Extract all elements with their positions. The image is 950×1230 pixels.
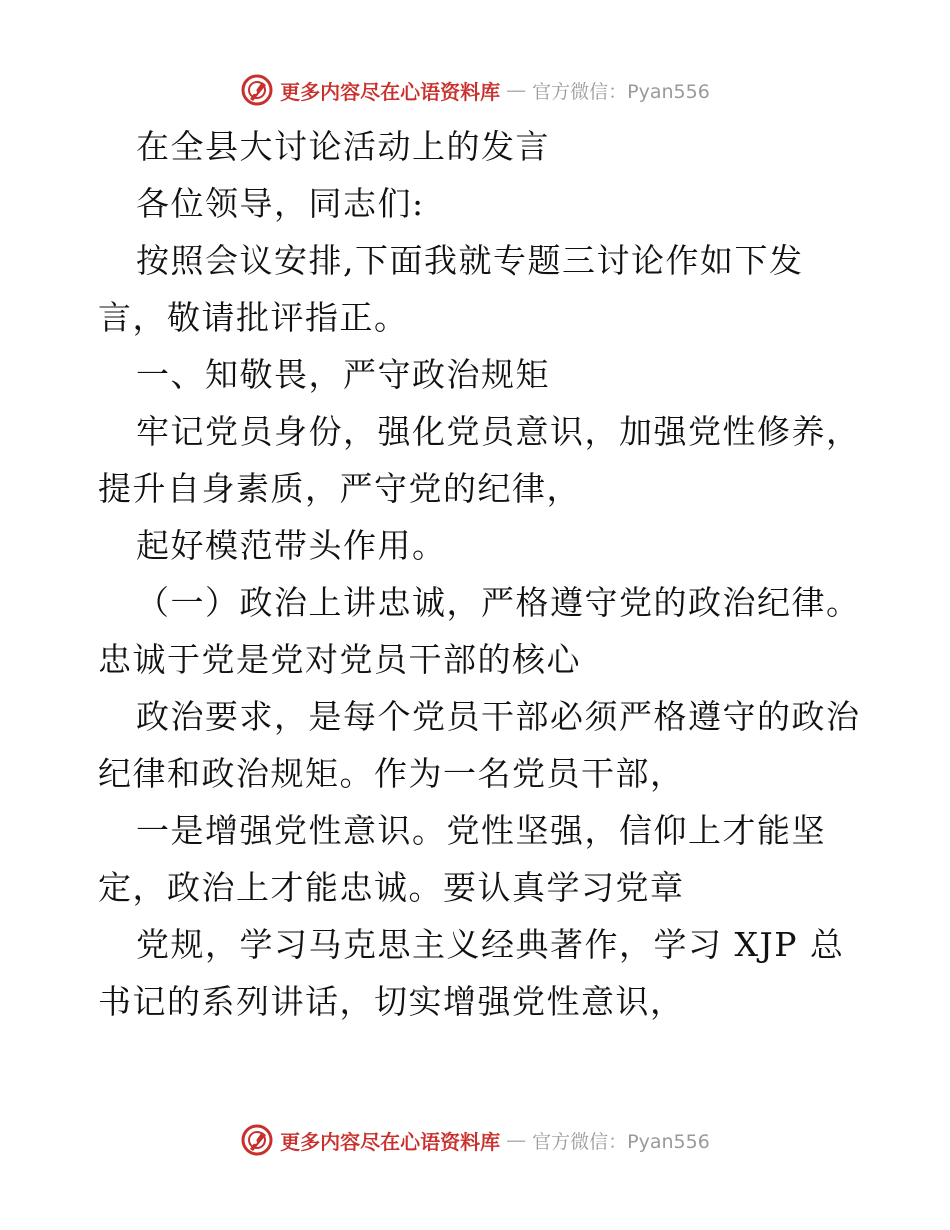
paragraph-line: 政治要求，是每个党员干部必须严格遵守的政治 — [136, 697, 861, 736]
paragraph-line: 按照会议安排,下面我就专题三讨论作如下发 — [136, 241, 804, 280]
pen-nib-logo-icon — [240, 73, 274, 107]
paragraph-line: 忠诚于党是党对党员干部的核心 — [98, 640, 581, 679]
paragraph-line: 言，敬请批评指正。 — [98, 298, 409, 337]
watermark-separator: — — [506, 1128, 527, 1152]
paragraph-line: 纪律和政治规矩。作为一名党员干部， — [98, 754, 685, 793]
document-title: 在全县大讨论活动上的发言 — [136, 127, 550, 166]
paragraph-line: 起好模范带头作用。 — [136, 526, 447, 565]
header-watermark-banner — [0, 70, 950, 110]
paragraph-line: 书记的系列讲话，切实增强党性意识， — [98, 982, 685, 1021]
paragraph-line: 提升自身素质，严守党的纪律， — [98, 469, 581, 508]
watermark-separator: — — [506, 78, 527, 102]
section-heading: 一、知敬畏，严守政治规矩 — [136, 355, 550, 394]
pen-nib-logo-icon — [240, 1123, 274, 1157]
paragraph-line: 牢记党员身份，强化党员意识，加强党性修养， — [136, 412, 861, 451]
salutation: 各位领导，同志们: — [136, 184, 425, 223]
footer-watermark-banner — [0, 1120, 950, 1160]
watermark-brand-text: 更多内容尽在心语资料库 — [280, 79, 501, 104]
document-body — [98, 118, 878, 1030]
paragraph-line: 党规，学习马克思主义经典著作，学习 XJP 总 — [136, 925, 845, 964]
subsection-heading: （一）政治上讲忠诚，严格遵守党的政治纪律。 — [136, 583, 861, 622]
watermark-wechat-text: 官方微信：Pyan556 — [532, 1130, 710, 1153]
paragraph-line: 定，政治上才能忠诚。要认真学习党章 — [98, 868, 685, 907]
paragraph-line: 一是增强党性意识。党性坚强，信仰上才能坚 — [136, 811, 826, 850]
watermark-brand-text: 更多内容尽在心语资料库 — [280, 1129, 501, 1154]
watermark-wechat-text: 官方微信：Pyan556 — [532, 80, 710, 103]
